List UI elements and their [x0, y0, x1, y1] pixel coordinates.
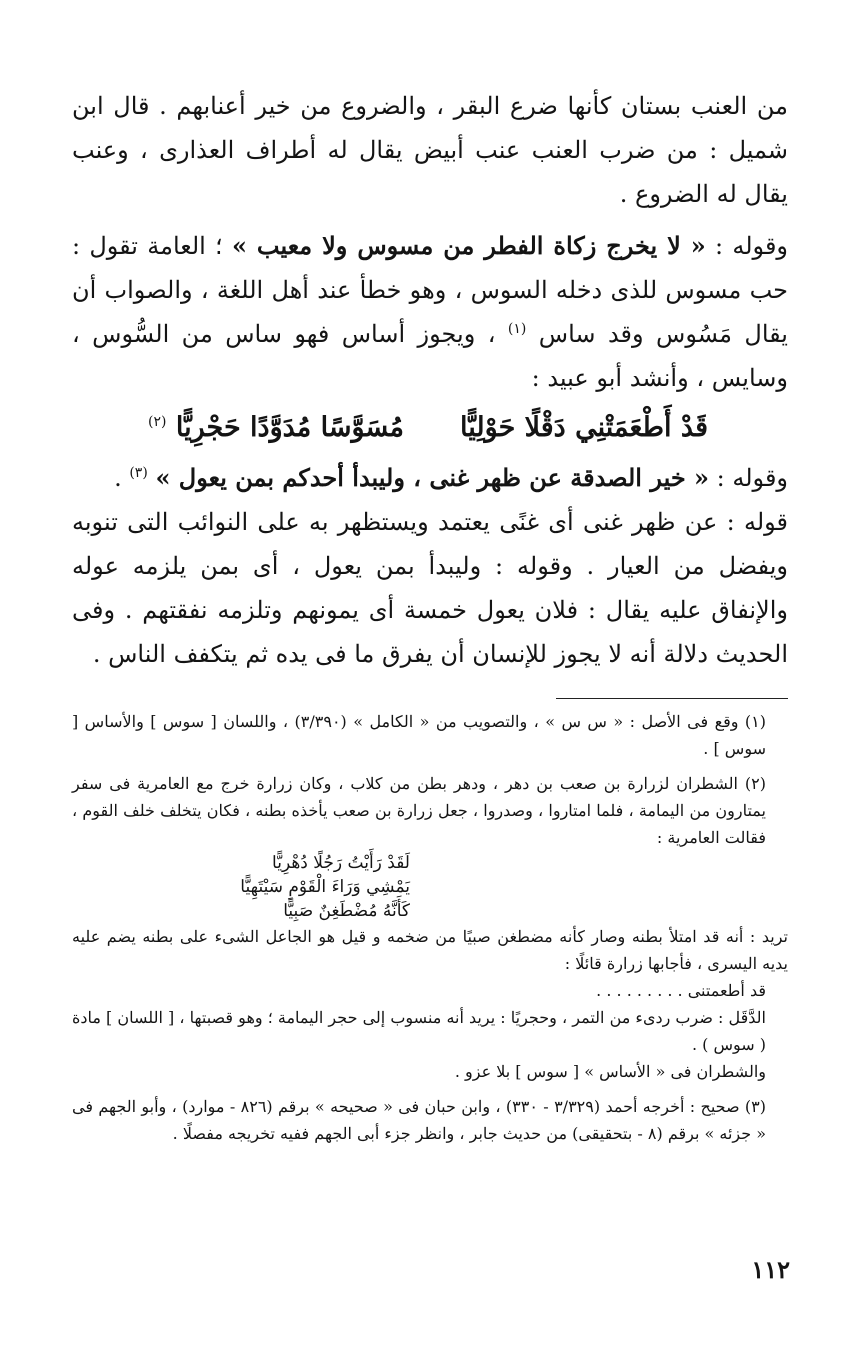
text-line: وقوله :	[709, 464, 788, 492]
hadith-quote: « خير الصدقة عن ظهر غنى ، وليبدأ أحدكم بمن يعول »	[155, 463, 710, 492]
text-line: وأنشد أبو عبيد :	[531, 364, 689, 392]
footnote-2-source: والشطران فى « الأساس » [ سوس ] بلا عزو .	[454, 1062, 766, 1081]
page-number: ١١٢	[751, 1255, 790, 1284]
verse-hemistich-1	[460, 406, 708, 450]
text-line: ؛ العامة تقول :	[72, 232, 232, 260]
footnote-ref: (٢)	[148, 414, 167, 430]
footnote-2-gloss: الدَّقَل : ضرب ردىء من التمر ، وحجريًا : يريد أنه منسوب إلى حجر اليمامة ؛ وهو قصبتها ، [ اللسان ] مادة ( سوس ) .	[72, 1008, 766, 1054]
text-line: يقال مَسُوس وقد ساس	[526, 320, 788, 348]
text-line: ويفضل من العيار . وقوله : وليبدأ بمن يعول ، أى بمن يلزمه عوله والإنفاق عليه	[72, 552, 788, 624]
footnote-3: (٣) صحيح : أخرجه أحمد (٣/٣٢٩ - ٣٣٠) ، وابن حبان فى « صحيحه » برقم (٨٢٦ - موارد) ، وأبو الجهم فى « جزئه » برقم (٨ - بتحقيقى) من حديث جابر ، وانظر جزء أبى الجهم ففيه تخريجه مفصلًا .	[72, 1097, 767, 1143]
paragraph-2	[72, 224, 788, 400]
main-text	[72, 84, 788, 676]
text-line: شميل : من ضرب العنب عنب أبيض يقال له أطراف العذارى ، وعنب يقال له	[72, 136, 788, 208]
text-line: ، ويجوز أساس فهو ساس من السُّوس ، وسايس ،	[72, 320, 788, 392]
text-line: حب مسوس للذى دخله السوس ، وهو خطأ عند أهل اللغة ، والصواب أن	[72, 276, 788, 304]
poem-line: يَمْشِي وَرَاءَ الْقَوْمِ سَيْتَهِيًّا	[240, 877, 410, 897]
footnote-2-explanation: تريد : أنه قد امتلأ بطنه وصار كأنه مضطغن صبيًا من ضخمه و قيل هو الجاعل الشىء على بطنه يضم عليه يديه اليسرى ، فأجابها زرارة قائلًا :	[72, 927, 788, 973]
text-line: لا يجوز للإنسان أن يفرق ما فى يده ثم يتكفف الناس .	[92, 640, 623, 668]
verse-text: قَدْ أَطْعَمَتْنِي دَقْلًا حَوْلِيًّا	[460, 412, 708, 443]
text-line: .	[114, 464, 130, 492]
footnote-ref: (١)	[507, 321, 527, 337]
poem-line: كَأَنَّهُ مُضْطَغِنٌ صَبِيًّا	[283, 901, 410, 921]
text-line: الضروع .	[619, 180, 709, 208]
verse-text: مُسَوَّسًا مُدَوَّدًا حَجْرِيًّا	[175, 412, 404, 443]
footnote-ref: (٣)	[129, 465, 148, 481]
hadith-quote: « لا يخرج زكاة الفطر من مسوس ولا معيب »	[231, 231, 706, 260]
text-line: من العنب بستان كأنها ضرع البقر ، والضروع من خير أعنابهم . قال ابن	[72, 92, 788, 120]
text-line: قوله : عن ظهر غنى أى غنًى يعتمد ويستظهر به على النوائب التى تنوبه	[72, 508, 788, 536]
text-line: يقال : فلان يعول خمسة أى يمونهم وتلزمه نفقتهم . وفى الحديث دلالة أنه	[72, 596, 788, 668]
text-line: وقوله :	[705, 232, 789, 260]
footnote-1: (١) وقع فى الأصل : « س س » ، والتصويب من « الكامل » (٣/٣٩٠) ، واللسان [ سوس ] والأساس [ سوس ] .	[72, 712, 767, 758]
paragraph-1	[72, 84, 788, 216]
footnote-poem	[72, 851, 788, 923]
verse-hemistich-2	[148, 406, 404, 450]
poem-line: لَقَدْ رَأَيْتُ رَجُلًا دُهْرِيًّا	[272, 853, 410, 873]
poem-verse	[72, 400, 788, 456]
footnote-2: (٢) الشطران لزرارة بن صعب بن دهر ، ودهر بطن من كلاب ، وكان زرارة خرج مع العامرية فى سفر يمتارون من اليمامة ، فلما امتاروا ، وصدروا ، جعل زرارة بن صعب يأخذه بطنه ، فكان يتخلف خلف القوم ، فقالت العامرية :	[72, 774, 766, 847]
footnote-2-verse-start: قد أطعمتنى . . . . . . . . .	[596, 981, 766, 1000]
paragraph-4	[72, 500, 788, 676]
footnote-divider	[556, 698, 788, 699]
paragraph-3	[72, 456, 788, 500]
footnotes	[72, 708, 788, 1147]
